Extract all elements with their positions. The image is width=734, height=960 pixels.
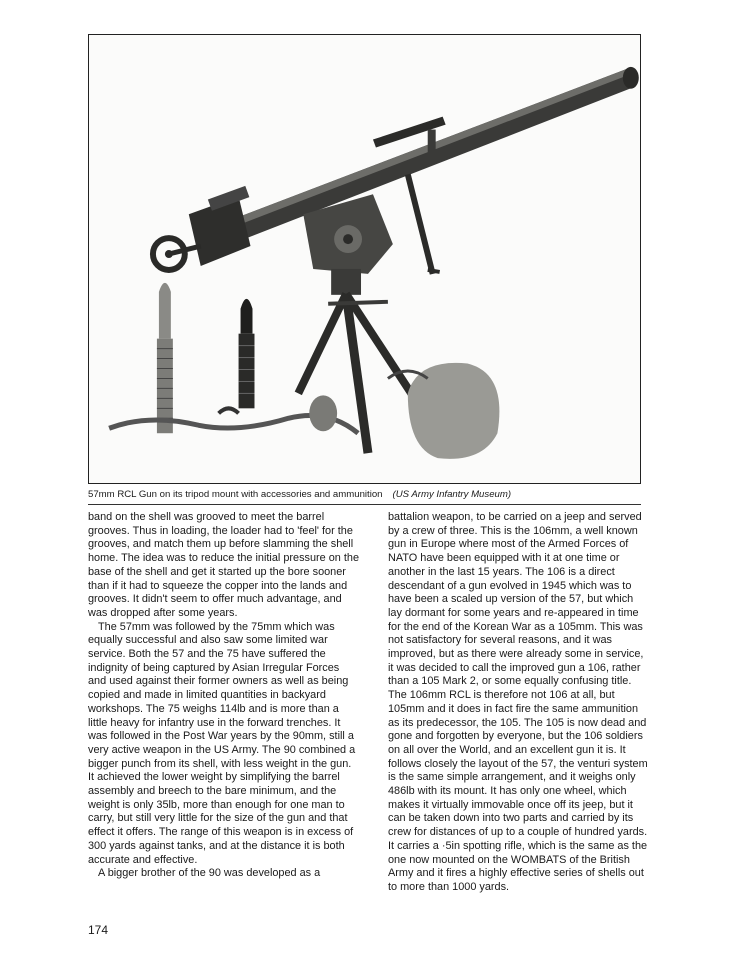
photo-credit: (US Army Infantry Museum) <box>392 489 512 500</box>
gun-barrel <box>189 67 639 266</box>
right-column <box>388 511 650 895</box>
forward-support <box>408 174 440 274</box>
caption-divider <box>88 504 641 505</box>
page-number: 174 <box>88 923 109 937</box>
telescopic-sight <box>373 117 446 158</box>
ammunition-rounds <box>157 283 255 433</box>
photo-figure <box>88 34 641 484</box>
figure-caption <box>88 489 641 501</box>
recoilless-gun-photo <box>89 35 640 483</box>
rear-wheel <box>153 238 201 270</box>
paragraph: battalion weapon, to be carried on a jeep and served by a crew of three. This is the 106mm, a well known gun in Europe where most of the Armed Forces of NATO have been equipped with it at one time or another in the last 15 years. The 106 is a direct descendant of a gun evolved in 1945 which was to have been a scaled up version of the 57, but which lay dormant for some years and re-appeared in time for the end of the Korean War as a 105mm. This was not satisfactory for several reasons, and it was improved, but as there were already some in service, it was decided to call the improved gun a 106, rather than a 105 Mark 2, or some equally confusing title. The 106mm RCL is therefore not 106 at all, but 105mm and it does in fact fire the same ammunition as its predecessor, the 105. The 105 is now dead and gone and forgotten by everyone, but the 106 soldiers on all over the World, and an excellent gun it is. It follows closely the layout of the 57, the venturi system is the same simple arrangement, and it weighs only 486lb with its mount. It has only one wheel, which makes it virtually immovable once off its jeep, but it can be taken down into two parts and carried by its crew for distances of up to a couple of hundred yards. It carries a ·5in spotting rifle, which is the same as the one now mounted on the WOMBATS of the British Army and it fires a highly effective series of shells out to more than 1000 yards. <box>388 511 648 893</box>
paragraph: The 57mm was followed by the 75mm which was equally successful and also saw some limited war service. Both the 57 and the 75 have suffered the indignity of being captured by Asian Irregular Forces and used against their former owners as well as being copied and made in limited quantities in backyard workshops. The 75 weighs 114lb and is more than a little heavy for infantry use in the forward trenches. It was followed in the Post War years by the 90mm, still a very active weapon in the US Army. The 90 combined a bigger punch from its shell, with less weight in the gun. It achieved the lower weight by simplifying the barrel assembly and breech to the bare minimum, and the weight is only 35lb, more than enough for one man to carry, but still very little for the size of the gun and that effect it offers. The range of this weapon is in excess of 300 yards against tanks, and at the distance it is both accurate and effective. <box>88 620 356 866</box>
left-column <box>88 511 360 881</box>
paragraph: band on the shell was grooved to meet the barrel grooves. Thus in loading, the loader had to 'feel' for the grooves, and match them up before slamming the shell home. The idea was to reduce the initial pressure on the base of the shell and get it started up the bore sooner than if it had to squeeze the copper into the lands and grooves. It didn't seem to offer much advantage, and was dropped after some years. <box>88 511 360 619</box>
paragraph: A bigger brother of the 90 was developed as a <box>98 867 321 880</box>
caption-text: 57mm RCL Gun on its tripod mount with accessories and ammunition <box>88 489 383 500</box>
